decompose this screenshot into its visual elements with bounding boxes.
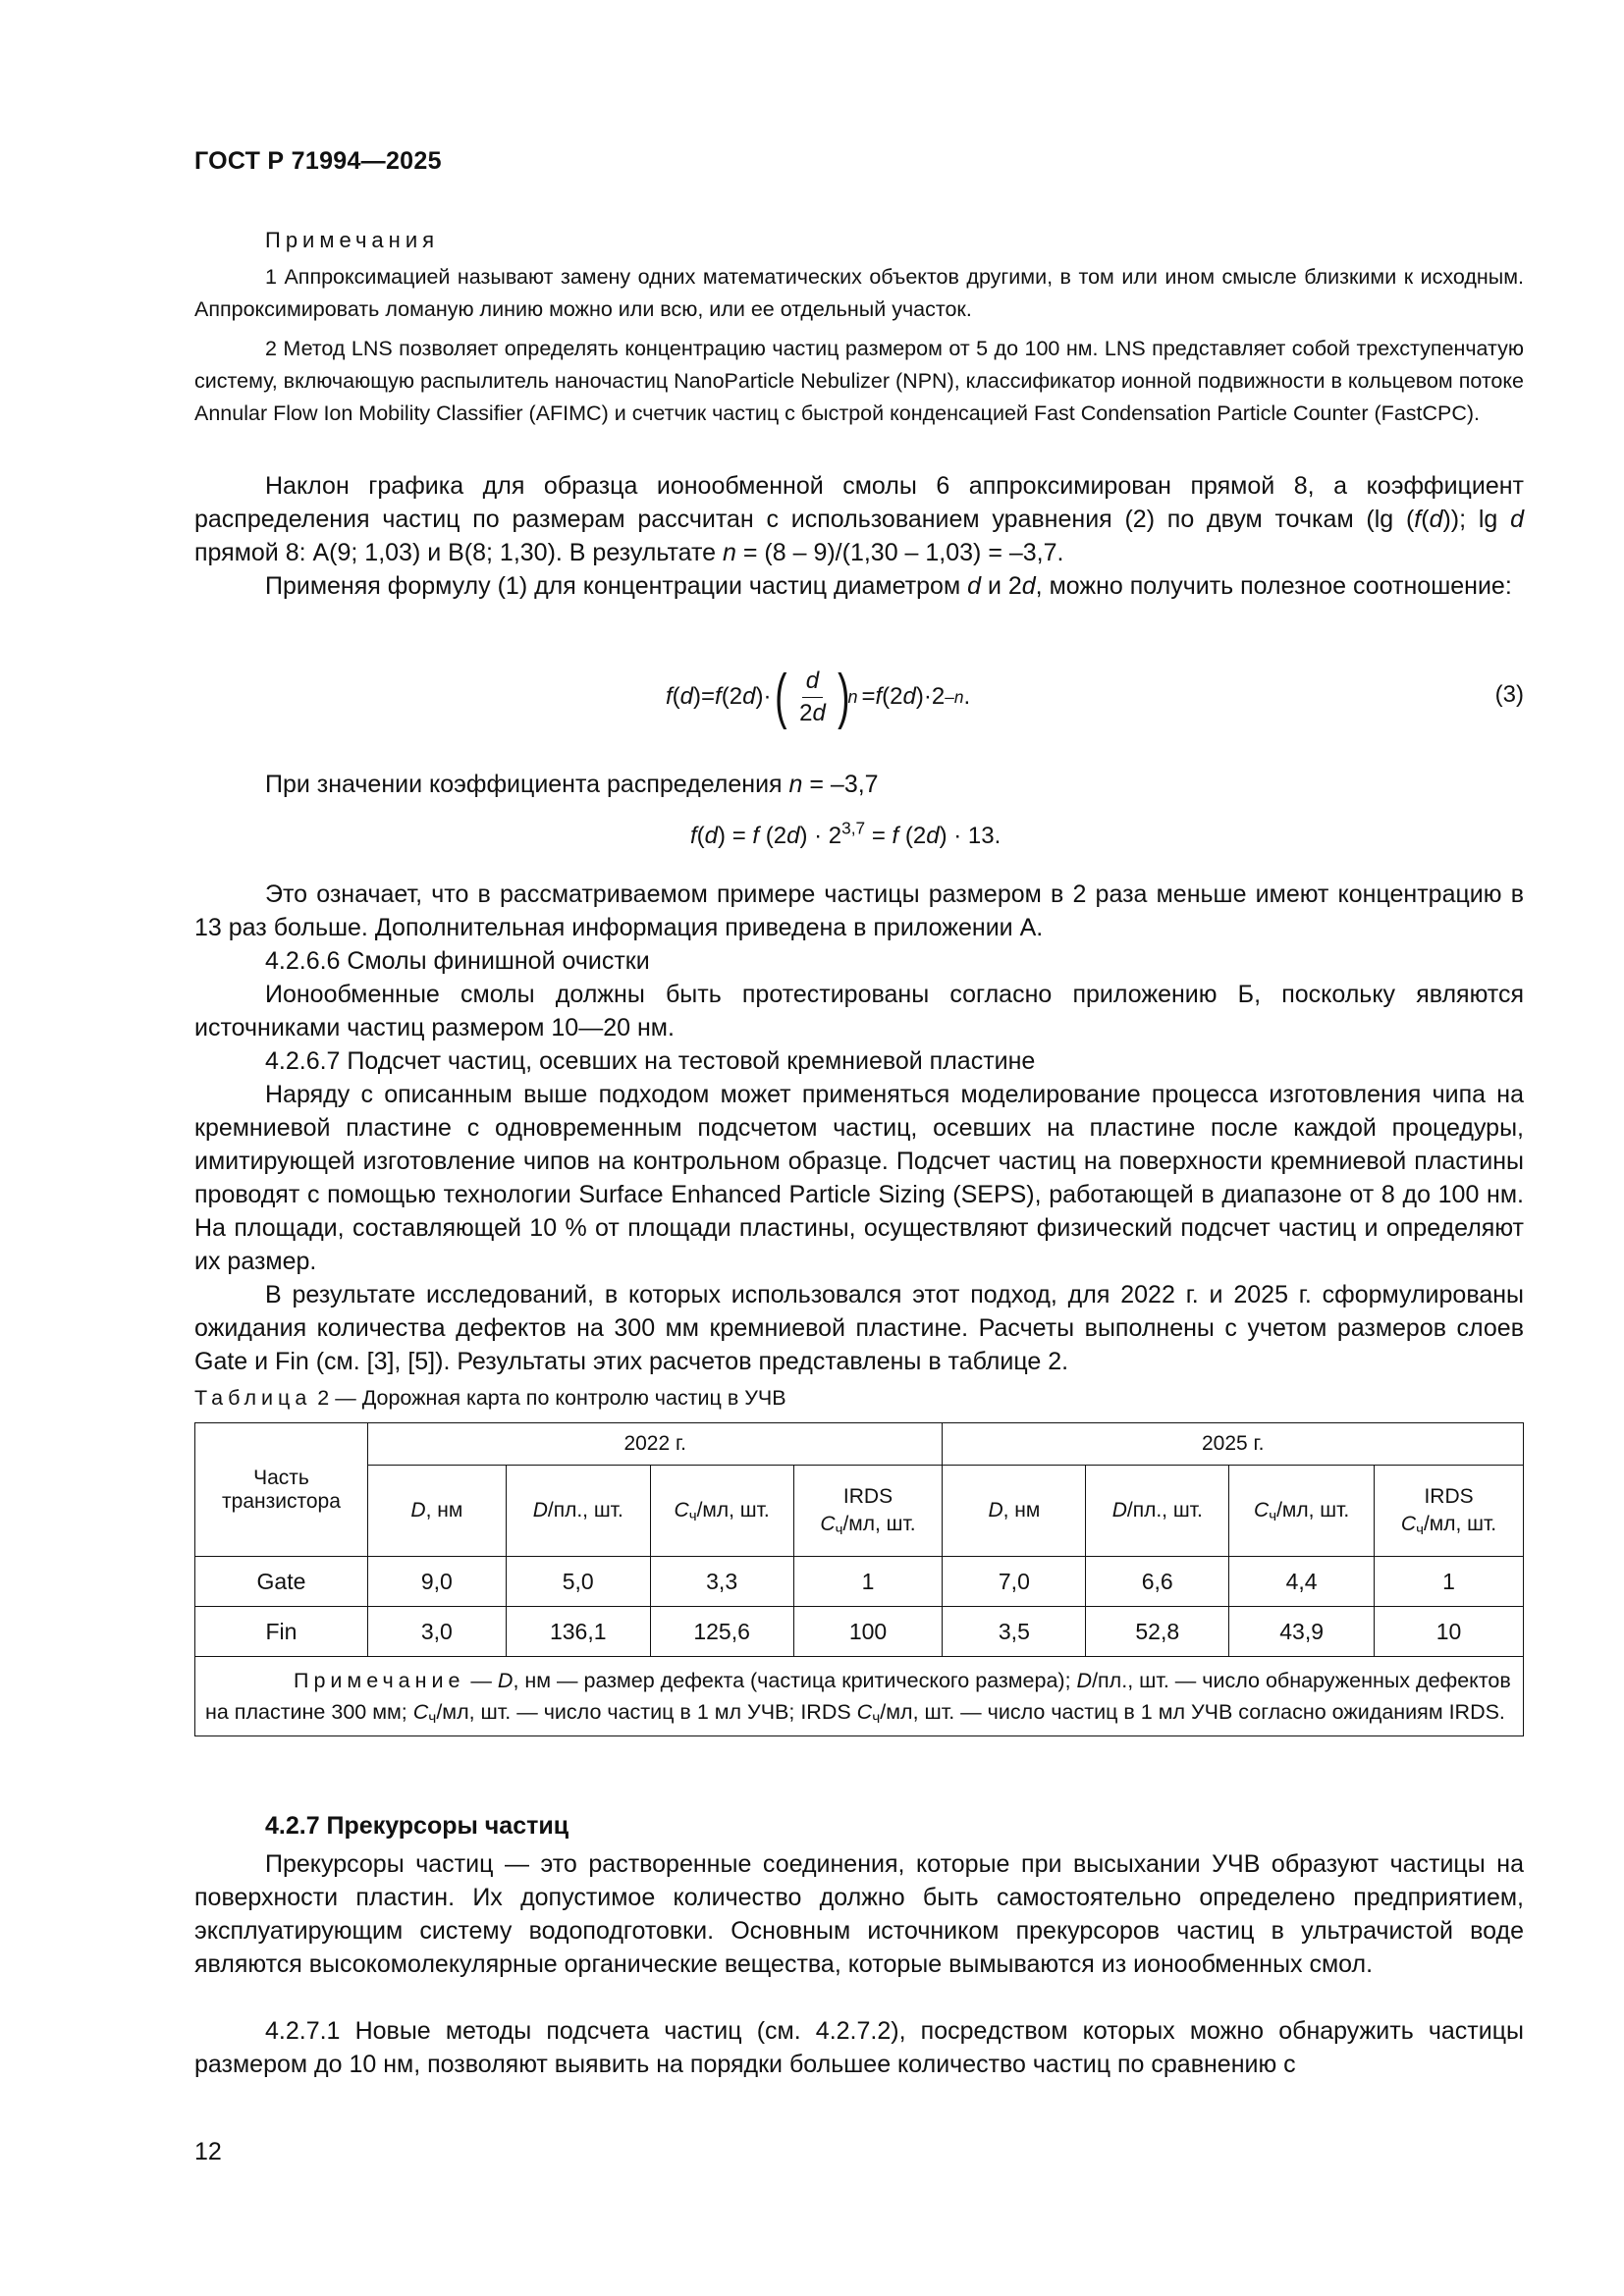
table-cell: 43,9 [1229,1607,1375,1657]
paragraph-modeling: Наряду с описанным выше подходом может применяться моделирование процесса изготовления чипа на кремниевой пластине с одновременным подсчетом частиц, осевших на пластине после каждой процедуры, имитирующей изготовление чипов на контрольном образце. Подсчет частиц на поверхности кремниевой пластины проводят с помощью технологии Surface Enhanced Particle Sizing (SEPS), работающей в диапазоне от 8 до 100 нм. На площади, составляющей 10 % от площади пластины, осуществляют физический подсчет частиц и определяют их размер. [194,1081,1524,1275]
table-caption: Таблица 2 — Дорожная карта по контролю частиц в УЧВ [194,1386,786,1410]
table-cell: 9,0 [367,1557,506,1607]
note-1: 1 Аппроксимацией называют замену одних математических объектов другими, в том или ином смысле близкими к исходным. Аппроксимировать ломаную линию можно или всю, или ее отдельный участок. [194,265,1524,321]
header-d-per-wafer: D/пл., шт. [506,1466,650,1557]
equation-3-expression: f ( d ) = f ( 2 d ) · ( $\frac{d}{2d}$ ) n = f ( 2 d ) · 2 –n . [666,663,971,730]
table-cell: 52,8 [1086,1607,1229,1657]
document-code: ГОСТ Р 71994—2025 [194,147,442,175]
paragraph-means: Это означает, что в рассматриваемом примере частицы размером в 2 раза меньше имеют концентрацию в 13 раз больше. Дополнительная информация приведена в приложении А. [194,881,1524,941]
table-cell: 1 [793,1557,943,1607]
header-part: Часть транзистора [195,1423,368,1557]
table-row [195,1557,1524,1607]
header-year-2025: 2025 г. [943,1423,1524,1466]
row-name: Fin [195,1607,368,1657]
header-d-nm: D, нм [367,1466,506,1557]
paragraph-precursors: Прекурсоры частиц — это растворенные соединения, которые при высыхании УЧВ образуют частицы на поверхности пластин. Их допустимое количество должно быть самостоятельно определено предприятием, эксплуатирующим систему водоподготовки. Основным источником прекурсоров частиц в ультрачистой воде являются высокомолекулярные органические вещества, которые вымываются из ионообменных смол. [194,1850,1524,1978]
header-irds-c: IRDS $C_ч/мл$, шт. [793,1466,943,1557]
heading-4-2-6-6: 4.2.6.6 Смолы финишной очистки [265,947,650,975]
paragraph-resins: Ионообменные смолы должны быть протестированы согласно приложению Б, поскольку являются источниками частиц размером 10—20 нм. [194,981,1524,1041]
table-cell: 10 [1375,1607,1524,1657]
note-2: 2 Метод LNS позволяет определять концентрацию частиц размером от 5 до 100 нм. LNS представляет собой трехступенчатую систему, включающую распылитель наночастиц NanoParticle Nebulizer (NPN), классификатор ионной подвижности в кольцевом потоке Annular Flow Ion Mobility Classifier (AFIMC) и счетчик частиц с быстрой конденсацией Fast Condensation Particle Counter (FastCPC). [194,337,1524,425]
table-cell: 125,6 [650,1607,793,1657]
roadmap-table [194,1422,1524,1736]
equation-3-number: (3) [1494,681,1524,708]
paragraph-formula-intro: Применяя формулу (1) для концентрации частиц диаметром d и 2d, можно получить полезное соотношение: [265,572,1512,600]
header-d-per-wafer: D/пл., шт. [1086,1466,1229,1557]
heading-4-2-6-7: 4.2.6.7 Подсчет частиц, осевших на тестовой кремниевой пластине [265,1047,1036,1075]
table-cell: 1 [1375,1557,1524,1607]
paragraph-4-2-7-1: 4.2.7.1 Новые методы подсчета частиц (см. 4.2.7.2), посредством которых можно обнаружить частицы размером до 10 нм, позволяют выявить на порядки большее количество частиц по сравнению с [194,2017,1524,2078]
equation-3 [194,660,1524,738]
header-year-2022: 2022 г. [367,1423,943,1466]
paragraph-coefficient: При значении коэффициента распределения n = –3,7 [265,771,879,798]
table-note: Примечание — D, нм — размер дефекта (частица критического размера); D/пл., шт. — число обнаруженных дефектов на пластине 300 мм; $C_ч/мл$, шт. — число частиц в 1 мл УЧВ; IRDS $C_ч/мл$, шт. — число частиц в 1 мл УЧВ согласно ожиданиям IRDS. [195,1657,1524,1736]
fraction-d-over-2d: $\frac{d}{2d}$ [799,667,826,726]
heading-4-2-7: 4.2.7 Прекурсоры частиц [265,1812,569,1840]
table-cell: 3,0 [367,1607,506,1657]
row-name: Gate [195,1557,368,1607]
header-irds-c: IRDS $C_ч/мл$, шт. [1375,1466,1524,1557]
table-cell: 5,0 [506,1557,650,1607]
table-cell: 4,4 [1229,1557,1375,1607]
page-number: 12 [194,2138,222,2165]
table-cell: 6,6 [1086,1557,1229,1607]
table-cell: 7,0 [943,1557,1086,1607]
header-d-nm: D, нм [943,1466,1086,1557]
table-cell: 3,3 [650,1557,793,1607]
header-c-per-ml: $C_ч/мл$, шт. [1229,1466,1375,1557]
table-cell: 136,1 [506,1607,650,1657]
header-c-per-ml: $C_ч/мл$, шт. [650,1466,793,1557]
paragraph-result: В результате исследований, в которых использовался этот подход, для 2022 г. и 2025 г. сформулированы ожидания количества дефектов на 300 мм кремниевой пластине. Расчеты выполнены с учетом размеров слоев Gate и Fin (см. [3], [5]). Результаты этих расчетов представлены в таблице 2. [194,1281,1524,1375]
table-row [195,1607,1524,1657]
table-cell: 100 [793,1607,943,1657]
paragraph-slope: Наклон графика для образца ионообменной смолы 6 аппроксимирован прямой 8, а коэффициент распределения частиц по размерам рассчитан с использованием уравнения (2) по двум точкам (lg (f(d)); lg d прямой 8: A(9; 1,03) и B(8; 1,30). В результате n = (8 – 9)/(1,30 – 1,03) = –3,7. [194,472,1524,566]
table-cell: 3,5 [943,1607,1086,1657]
notes-heading: Примечания [265,228,440,252]
